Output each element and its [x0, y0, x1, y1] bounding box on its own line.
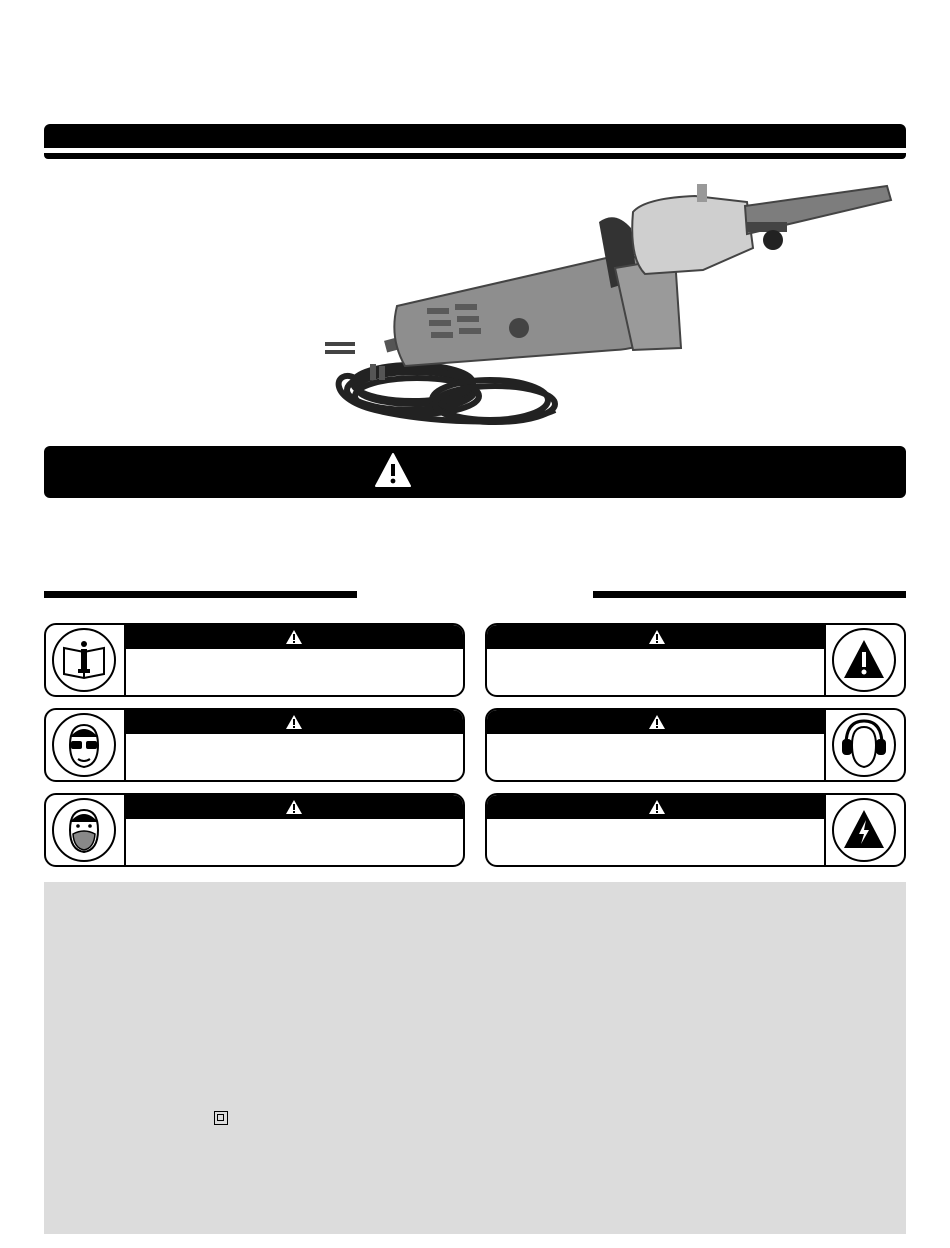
card-icon-cell	[46, 710, 126, 780]
general-warning-icon	[832, 628, 896, 692]
section-rule-right	[593, 591, 906, 598]
card-warning-header	[124, 625, 463, 649]
safety-card-read-manual	[44, 623, 465, 697]
section-rule-left	[44, 591, 357, 598]
info-box	[44, 882, 906, 1234]
card-icon-cell	[46, 795, 126, 865]
card-icon-cell	[824, 625, 904, 695]
warning-triangle-icon	[374, 452, 412, 488]
safety-card-ear-protection	[485, 708, 906, 782]
read-manual-icon	[52, 628, 116, 692]
safety-card-respirator	[44, 793, 465, 867]
safety-card-eye-protection	[44, 708, 465, 782]
card-icon-cell	[824, 795, 904, 865]
card-warning-header	[124, 710, 463, 734]
card-warning-header	[487, 625, 826, 649]
electric-shock-icon	[832, 798, 896, 862]
title-band	[44, 124, 906, 148]
ear-protection-icon	[832, 713, 896, 777]
safety-card-electric-shock	[485, 793, 906, 867]
card-icon-cell	[46, 625, 126, 695]
title-underline-rule	[44, 153, 906, 159]
respirator-mask-icon	[52, 798, 116, 862]
card-warning-header	[487, 710, 826, 734]
card-warning-header	[487, 795, 826, 819]
double-insulation-icon	[214, 1111, 228, 1125]
warning-banner	[44, 446, 906, 498]
safety-card-general-warning	[485, 623, 906, 697]
card-icon-cell	[824, 710, 904, 780]
card-warning-header	[124, 795, 463, 819]
eye-protection-icon	[52, 713, 116, 777]
belt-sander-photo	[315, 178, 905, 436]
